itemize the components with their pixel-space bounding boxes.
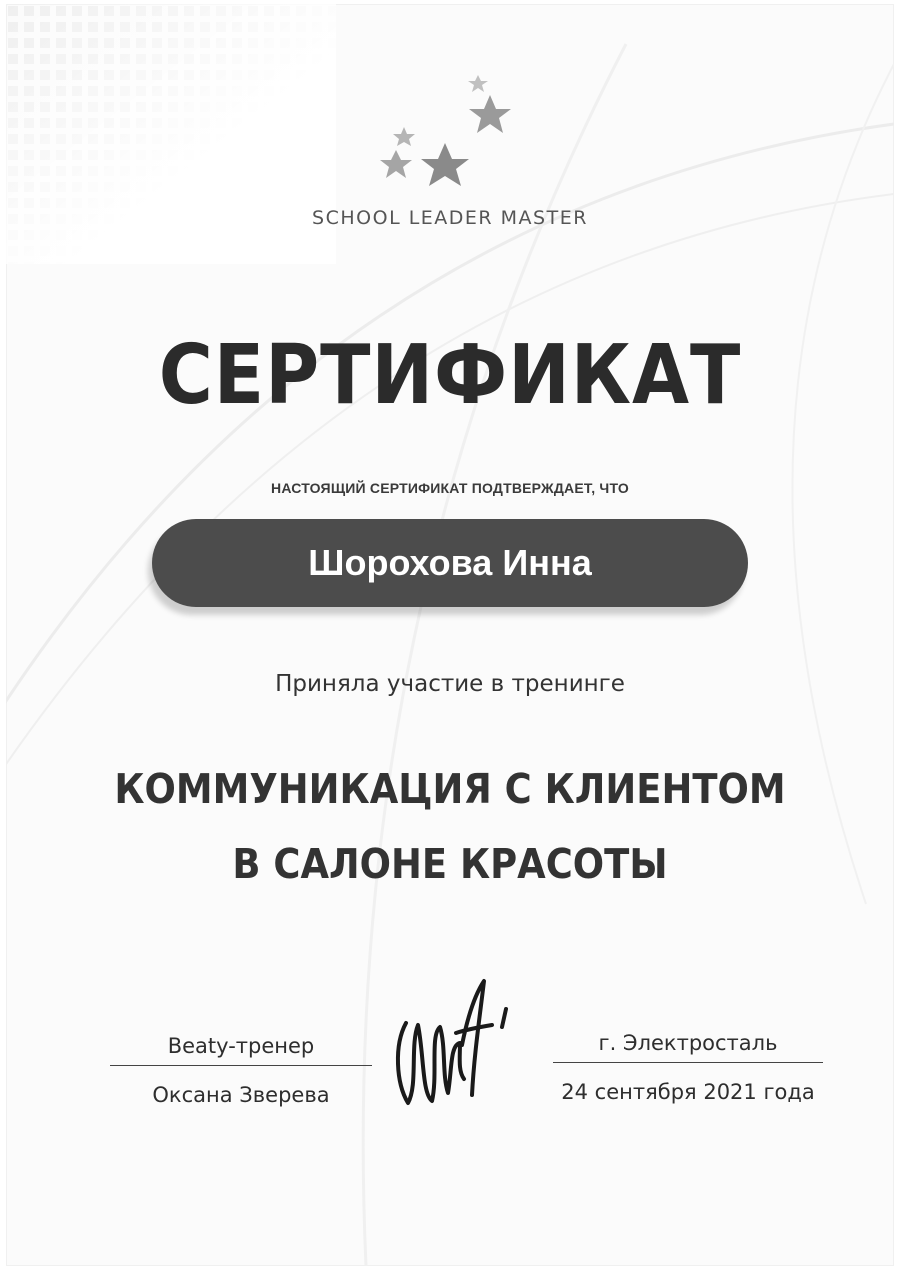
confirmation-text: НАСТОЯЩИЙ СЕРТИФИКАТ ПОДТВЕРЖДАЕТ, ЧТО	[271, 480, 629, 496]
recipient-name: Шорохова Инна	[308, 542, 592, 583]
brand-name: SCHOOL LEADER MASTER	[312, 207, 588, 229]
city: г. Электросталь	[598, 1031, 778, 1055]
issue-date: 24 сентября 2021 года	[561, 1080, 815, 1104]
handwritten-signature	[388, 975, 518, 1120]
trainer-role: Beaty-тренер	[167, 1034, 315, 1058]
course-title-line-2: В САЛОНЕ КРАСОТЫ	[232, 840, 668, 888]
place-date-divider	[553, 1062, 823, 1063]
trainer-divider	[110, 1065, 372, 1066]
certificate-title: СЕРТИФИКАТ	[158, 328, 742, 423]
star-logo-icon	[370, 55, 540, 205]
recipient-name-plate	[152, 519, 748, 607]
course-title-line-1: КОММУНИКАЦИЯ С КЛИЕНТОМ	[114, 765, 786, 813]
participation-text: Приняла участие в тренинге	[275, 671, 625, 697]
trainer-name: Оксана Зверева	[152, 1083, 330, 1107]
